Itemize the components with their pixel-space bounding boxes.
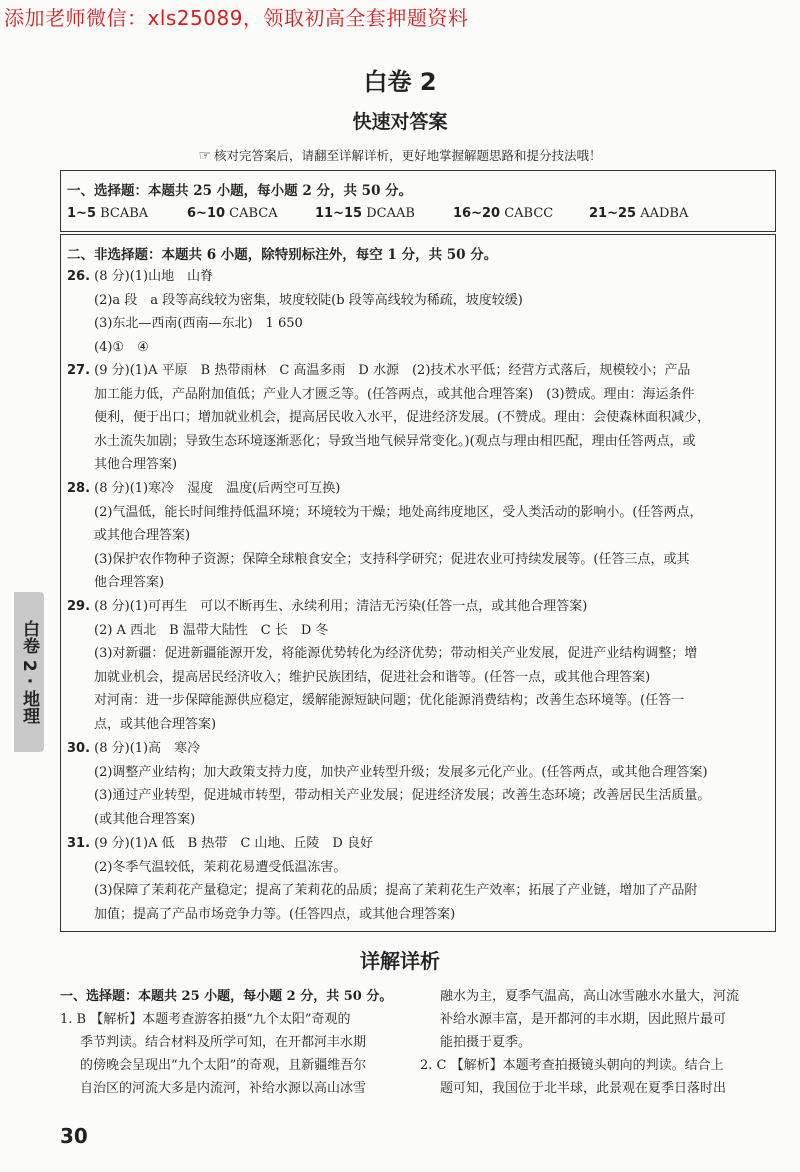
question-number: 28. [67,481,91,496]
answer-line: (2)调整产业结构；加大政策支持力度，加快产业转型升级；发展多元化产业。(任答两点，或其他合理答案) [94,764,708,780]
part1-heading: 一、选择题：本题共 25 小题，每小题 2 分，共 50 分。 [67,183,413,199]
detail-line: 季节判读。结合材料及所学可知，在开都河丰水期 [80,1035,367,1050]
page-number: 30 [60,1124,88,1148]
answer-value: AADBA [640,206,689,221]
question-number: 30. [67,741,91,756]
answer-line: (3)对新疆：促进新疆能源开发，将能源优势转化为经济优势；带动相关产业发展，促进产业结构调整；增 [94,646,698,661]
answer-line: (2)气温低，能长时间维持低温环境；环境较为干燥；地处高纬度地区，受人类活动的影响小。(任答两点， [94,504,703,520]
answer-line [67,737,765,761]
answer-line: (3)东北—西南(西南—东北) 1 650 [94,316,303,331]
tip-line [0,146,800,164]
detail-line: 2. C 【解析】本题考查拍摄镜头朝向的判读。结合上 [420,1058,724,1073]
detail-heading: 一、选择题：本题共 25 小题，每小题 2 分，共 50 分。 [60,989,393,1004]
question-27 [67,359,765,477]
answer-line: 加工能力低，产品附加值低；产业人才匮乏等。(任答两点，或其他合理答案) (3)赞成。理由：海运条件 [94,386,695,402]
part2-heading: 二、非选择题：本题共 6 小题，除特别标注外，每空 1 分，共 50 分。 [67,247,498,263]
answer-group [453,206,553,221]
answer-line: (3)保护农作物种子资源；保障全球粮食安全；支持科学研究；促进农业可持续发展等。(任答三点，或其 [94,551,690,567]
detail-line: 1. B 【解析】本题考查游客拍摄“九个太阳”奇观的 [60,1012,351,1027]
answer-range: 1~5 [67,206,96,221]
answer-line: 其他合理答案) [94,457,178,472]
detail-left-column [60,985,400,1100]
answer-line: 点，或其他合理答案) [94,716,217,732]
answer-line: 水土流失加剧；导致生态环境逐渐恶化；导致当地气候异常变化。)(观点与理由相匹配，理由任答两点，或 [94,433,696,449]
answer-line: (2)a 段 a 段等高线较为密集，坡度较陡(b 段等高线较为稀疏，坡度较缓) [94,292,523,308]
detail-line: 自治区的河流大多是内流河，补给水源以高山冰雪 [80,1081,367,1096]
question-26 [67,265,765,359]
answer-line: 或其他合理答案) [94,528,191,543]
answer-line: 他合理答案) [94,575,165,590]
answer-text: (8 分)(1)山地 山脊 [94,269,214,284]
answer-line: (2)冬季气温较低，茉莉花易遭受低温冻害。 [94,859,347,875]
answer-range: 21~25 [589,206,637,221]
answer-text: (8 分)(1)高 寒冷 [94,741,201,756]
question-28 [67,477,765,595]
answer-group [589,206,688,221]
question-29 [67,595,765,736]
detail-right-column [420,985,760,1100]
detail-line: 题可知，我国位于北半球，此景观在夏季日落时出 [440,1081,727,1096]
answer-line [67,595,765,619]
question-number: 31. [67,836,91,851]
question-number: 29. [67,599,91,614]
answer-group [67,206,148,221]
answer-line: (3)通过产业转型，促进城市转型，带动相关产业发展；促进经济发展；改善生态环境；改善居民生活质量。 [94,788,711,803]
answer-group [187,206,278,221]
answer-group [315,206,415,221]
answer-text: (9 分)(1)A 平原 B 热带雨林 C 高温多雨 D 水源 (2)技术水平低；经营方式落后，规模较小；产品 [94,363,691,378]
tip-text: 核对完答案后，请翻至详解详析，更好地掌握解题思路和提分技法哦！ [214,148,602,163]
answer-text: (9 分)(1)A 低 B 热带 C 山地、丘陵 D 良好 [94,836,373,851]
detail-line: 补给水源丰富，是开都河的丰水期，因此照片最可 [440,1012,727,1027]
answer-line [67,477,765,501]
answer-value: BCABA [100,206,149,221]
choice-answers-box [60,170,776,232]
answer-range: 6~10 [187,206,226,221]
nonchoice-answers-box [60,234,776,932]
answer-line [67,359,765,383]
answer-range: 11~15 [315,206,363,221]
answer-line: (3)保障了茉莉花产量稳定；提高了茉莉花的品质；提高了茉莉花生产效率；拓展了产业链，增加了产品附 [94,883,698,898]
detail-line: 融水为主，夏季气温高，高山冰雪融水水量大，河流 [440,989,740,1004]
page-title: 白卷 2 [363,68,437,96]
answer-line: (4)① ④ [94,339,149,355]
page-subtitle: 快速对答案 [352,111,448,133]
watermark-text: 添加老师微信：xls25089，领取初高全套押题资料 [4,6,469,30]
question-number: 27. [67,363,91,378]
answer-line: (或其他合理答案) [94,811,196,827]
answer-line [67,265,765,289]
question-31 [67,832,765,926]
answer-line: (2) A 西北 B 温带大陆性 C 长 D 冬 [94,622,329,638]
answer-value: DCAAB [366,206,415,221]
answer-value: CABCA [229,206,278,221]
answer-line: 加就业机会，提高居民经济收入；维护民族团结，促进社会和谐等。(任答一点，或其他合理答案) [94,669,651,685]
subject-side-tab: 白卷 2 · 地理 [14,592,44,752]
answer-value: CABCC [504,206,554,221]
question-30 [67,737,765,831]
answer-line: 便利，便于出口；增加就业机会，提高居民收入水平，促进经济发展。(不赞成。理由：会使森林面积减少， [94,410,711,425]
answer-text: (8 分)(1)寒冷 湿度 温度(后两空可互换) [94,481,341,496]
answer-range: 16~20 [453,206,501,221]
answer-line: 加值；提高了产品市场竞争力等。(任答四点，或其他合理答案) [94,906,456,922]
detail-line: 的傍晚会呈现出“九个太阳”的奇观，且新疆维吾尔 [80,1058,367,1073]
pointing-hand-icon: ☞ [198,148,212,164]
question-number: 26. [67,269,91,284]
answer-line [67,832,765,856]
answer-text: (8 分)(1)可再生 可以不断再生、永续利用；清洁无污染(任答一点，或其他合理答案) [94,599,588,614]
answer-line: 对河南：进一步保障能源供应稳定，缓解能源短缺问题；优化能源消费结构；改善生态环境等。(任答一 [94,693,685,708]
detail-line: 能拍摄于夏季。 [440,1035,532,1050]
detail-section-title: 详解详析 [360,949,440,973]
